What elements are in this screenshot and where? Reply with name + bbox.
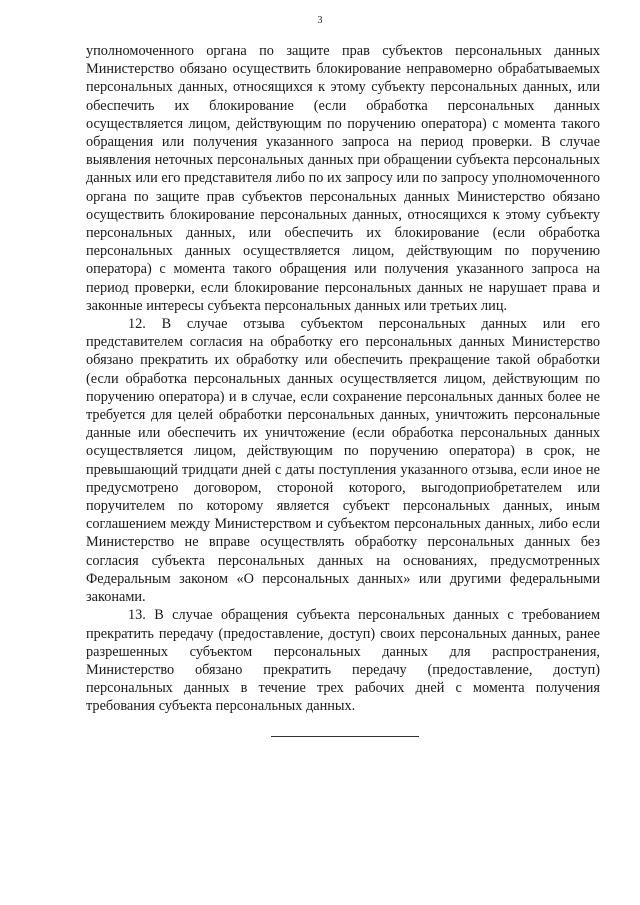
- document-body: [86, 42, 600, 716]
- paragraph-continuation: уполномоченного органа по защите прав субъектов персональных данных Министерство обязано осуществить блокирование неправомерно обрабатываемых персональных данных, относящихся к этому субъекту персональных данных, или обеспечить их блокирование (если обработка персональных данных осуществляется лицом, действующим по поручению оператора) с момента такого обращения или получения указанного запроса на период проверки. В случае выявления неточных персональных данных при обращении субъекта персональных данных или его представителя либо по их запросу или по запросу уполномоченного органа по защите прав субъектов персональных данных Министерство обязано осуществить блокирование персональных данных, относящихся к этому субъекту персональных данных, или обеспечить их блокирование (если обработка персональных данных осуществляется лицом, действующим по поручению оператора) с момента такого обращения или получения указанного запроса на период проверки, если блокирование персональных данных не нарушает права и законные интересы субъекта персональных данных или третьих лиц.: [86, 43, 600, 314]
- end-separator-line: [271, 736, 419, 737]
- page-number: 3: [317, 15, 323, 26]
- paragraph-12: 12. В случае отзыва субъектом персональных данных или его представителем согласия на обработку его персональных данных Министерство обязано прекратить их обработку или обеспечить прекращение такой обработки (если обработка персональных данных осуществляется лицом, действующим по поручению оператора) и в случае, если сохранение персональных данных более не требуется для целей обработки персональных данных, уничтожить персональные данные или обеспечить их уничтожение (если обработка персональных данных осуществляется лицом, действующим по поручению оператора) в срок, не превышающий тридцати дней с даты поступления указанного отзыва, если иное не предусмотрено договором, стороной которого, выгодоприобретателем или поручителем по которому является субъект персональных данных, иным соглашением между Министерством и субъектом персональных данных, либо если Министерство не вправе осуществлять обработку персональных данных без согласия субъекта персональных данных на основаниях, предусмотренных Федеральным законом «О персональных данных» или другими федеральными законами.: [86, 316, 600, 606]
- paragraph-13: 13. В случае обращения субъекта персональных данных с требованием прекратить передачу (предоставление, доступ) своих персональных данных, ранее разрешенных субъектом персональных данных для распространения, Министерство обязано прекратить передачу (предоставление, доступ) персональных данных в течение трех рабочих дней с момента получения требования субъекта персональных данных.: [86, 607, 600, 715]
